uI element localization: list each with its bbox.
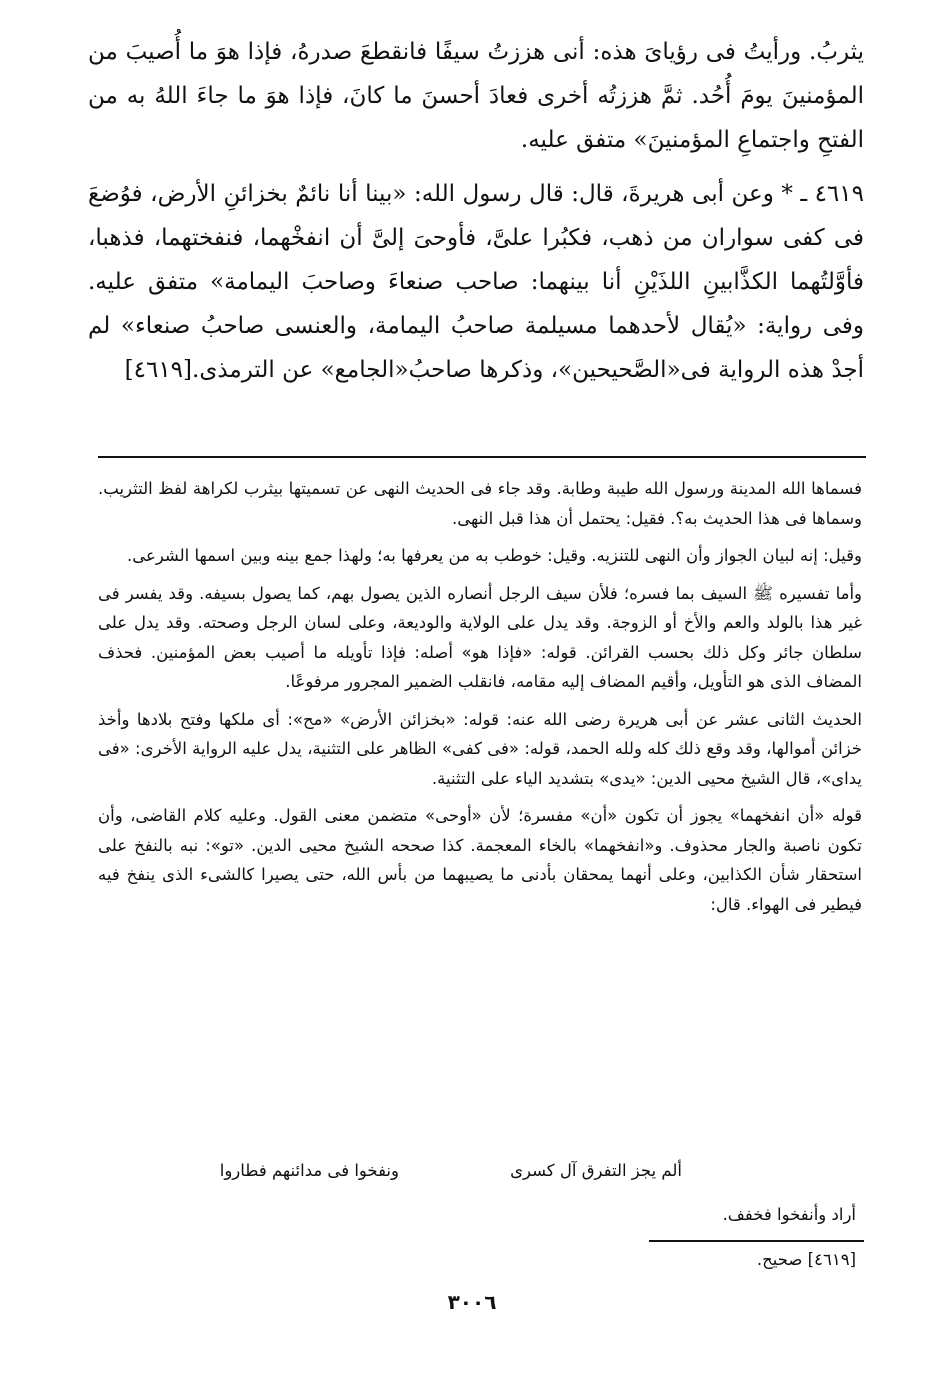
footnote: [٤٦١٩] صحيح. — [756, 1250, 856, 1269]
commentary-paragraph: فسماها الله المدينة ورسول الله طيبة وطابة. وقد جاء فى الحديث النهى عن تسميتها بيثرب لكراهة لفظ التثريب. وسماها فى هذا الحديث به؟. فقيل: يحتمل أن هذا قبل النهى. — [98, 479, 862, 528]
commentary-text — [98, 474, 862, 919]
hadith-paragraph: ٤٦١٩ ـ * وعن أبى هريرةَ، قال: قال رسول الله: «بينا أنا نائمٌ بخزائنِ الأرض، فوُضعَ فى كفى سواران من ذهب، فكبُرا علىَّ، فأوحىَ إلىَّ أن انفخْهما، فنفختهما، فذهبا، فأوَّلتُهما الكذَّابينِ اللذَيْنِ أنا بينهما: صاحب صنعاءَ وصاحبَ اليمامة» متفق عليه. وفى رواية: «يُقال لأحدهما مسيلمة صاحبُ اليمامة، والعنسى صاحبُ صنعاء» لم أجدْ هذه الرواية فى«الصَّحيحين»، وذكرها صاحبُ«الجامع» عن الترمذى.[٤٦١٩] — [88, 181, 864, 383]
verse-first-hemistich: ألم يجز التفرق آل كسرى — [510, 1161, 682, 1180]
hadith-text — [88, 30, 864, 392]
page-number: ٣٠٠٦ — [447, 1290, 497, 1314]
footnote-divider — [649, 1240, 864, 1242]
commentary-paragraph: الحديث الثانى عشر عن أبى هريرة رضى الله عنه: قوله: «بخزائن الأرض» «مح»: أى ملكها وفتح بلادها وأخذ خزائن أموالها، وقد وقع ذلك كله ولله الحمد، قوله: «فى كفى» الظاهر على التثنية، يدل عليه الرواية الأخرى: «فى يداى»، قال الشيخ محيى الدين: «يدى» بتشديد الياء على التثنية. — [98, 709, 862, 788]
verse-second-hemistich: ونفخوا فى مدائنهم فطاروا — [219, 1161, 399, 1180]
verse-explanation: أراد وأنفخوا فخفف. — [722, 1205, 856, 1224]
hadith-paragraph: يثربُ. ورأيتُ فى رؤياىَ هذه: أنى هززتُ سيفًا فانقطعَ صدرهُ، فإذا هوَ ما أُصيبَ من المؤمنينَ يومَ أُحُد. ثمَّ هززتُه أخرى فعادَ أحسنَ ما كانَ، فإذا هوَ ما جاءَ اللهُ به من الفتحِ واجتماعِ المؤمنينَ» متفق عليه. — [88, 39, 864, 153]
commentary-paragraph: قوله «أن انفخهما» يجوز أن تكون «أن» مفسرة؛ لأن «أوحى» متضمن معنى القول. وعليه كلام القاضى، وأن تكون ناصبة والجار محذوف. و«انفخهما» بالخاء المعجمة. كذا صححه الشيخ محيى الدين. «تو»: نبه بالنفخ على استحقار شأن الكذابين، وعلى أنهما يمحقان بأدنى ما يصيبهما من بأس الله، حتى يصيرا كالشىء الذى ينفخ فيه فيطير فى الهواء. قال: — [98, 806, 862, 914]
commentary-paragraph: وقيل: إنه لبيان الجواز وأن النهى للتنزيه. وقيل: خوطب به من يعرفها به؛ ولهذا جمع بينه وبين اسمها الشرعى. — [126, 546, 862, 565]
section-divider — [98, 456, 866, 458]
commentary-paragraph: وأما تفسيره ﷺ السيف بما فسره؛ فلأن سيف الرجل أنصاره الذين يصول بهم، كما يصول بسيفه. وقد يفسر فى غير هذا بالولد والعم والأخ أو الزوجة. وقد يدل على الولاية والوديعة، وعلى لسان الرجل وصحته. وقد يدل على سلطان جائر وكل ذلك بحسب القرائن. قوله: «فإذا هو» أصله: فإذا تأويله ما أصيب بعض المؤمنين. فحذف المضاف الذى هو التأويل، وأقيم المضاف إليه مقامه، فانقلب الضمير المجرور مرفوعًا. — [98, 583, 862, 691]
